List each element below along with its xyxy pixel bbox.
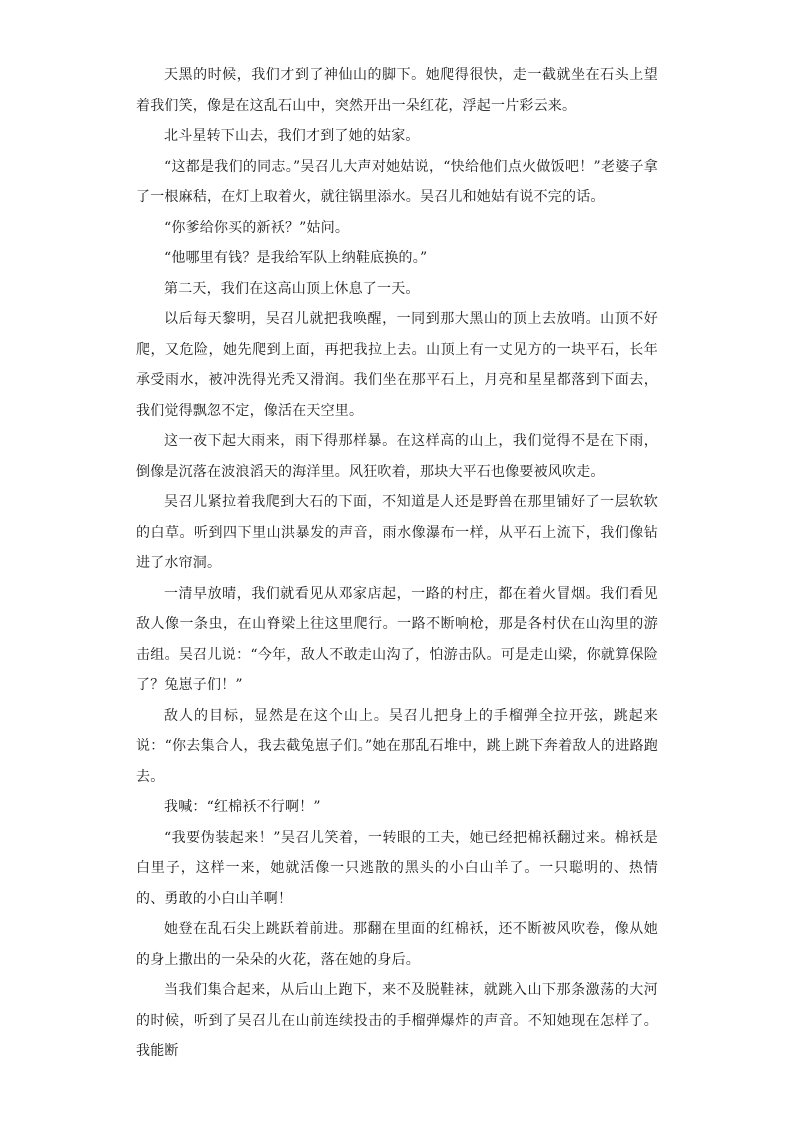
paragraph-9: 吴召儿紧拉着我爬到大石的下面，不知道是人还是野兽在那里铺好了一层软软的白草。听到四下里山洪暴发的声音，雨水像瀑布一样，从平石上流下，我们像钻进了水帘洞。 [136, 494, 658, 571]
paragraph-11: 敌人的目标，显然是在这个山上。吴召儿把身上的手榴弹全拉开弦，跳起来说：“你去集合人，我去截兔崽子们。”她在那乱石堆中，跳上跳下奔着敌人的进路跑去。 [136, 707, 658, 785]
paragraph-1: 天黑的时候，我们才到了神仙山的脚下。她爬得很快，走一截就坐在石头上望着我们笑，像是在这乱石山中，突然开出一朵红花，浮起一片彩云来。 [136, 67, 658, 114]
paragraph-6: 第二天，我们在这高山顶上休息了一天。 [164, 280, 420, 297]
paragraph-8: 这一夜下起大雨来，雨下得那样暴。在这样高的山上，我们觉得不是在下雨，倒像是沉落在波浪滔天的海洋里。风狂吹着，那块大平石也像要被风吹走。 [136, 433, 658, 480]
paragraph-2: 北斗星转下山去，我们才到了她的姑家。 [164, 128, 420, 144]
paragraph-10: 一清早放晴，我们就看见从邓家店起，一路的村庄，都在着火冒烟。我们看见敌人像一条虫，在山脊梁上往这里爬行。一路不断响枪，那是各村伏在山沟里的游击组。吴召儿说：“今年，敌人不敢走山沟了，怕游击队。可是走山梁，你就算保险了？兔崽子们！” [136, 585, 658, 693]
paragraph-12: 我喊：“红棉袄不行啊！” [164, 799, 321, 815]
paragraph-5: “他哪里有钱？是我给军队上纳鞋底换的。” [164, 250, 428, 266]
paragraph-15: 当我们集合起来，从后山上跑下，来不及脱鞋袜，就跳入山下那条激荡的大河的时候，听到了吴召儿在山前连续投击的手榴弹爆炸的声音。不知她现在怎样了。我能断 [136, 982, 658, 1059]
paragraph-3: “这都是我们的同志。”吴召儿大声对她姑说，“快给他们点火做饭吧！”老婆子拿了一根麻秸，在灯上取着火，就往锅里添水。吴召儿和她姑有说不完的话。 [136, 158, 658, 205]
paragraph-7: 以后每天黎明，吴召儿就把我唤醒，一同到那大黑山的顶上去放哨。山顶不好爬，又危险，她先爬到上面，再把我拉上去。山顶上有一丈见方的一块平石，长年承受雨水，被冲洗得光秃又滑润。我们坐在那平石上，月亮和星星都落到下面去，我们觉得飘忽不定，像活在天空里。 [136, 311, 658, 419]
paragraph-13: “我要伪装起来！”吴召儿笑着，一转眼的工夫，她已经把棉袄翻过来。棉袄是白里子，这样一来，她就活像一只逃散的黑头的小白山羊了。一只聪明的、热情的、勇敢的小白山羊啊！ [136, 829, 658, 907]
paragraph-14: 她登在乱石尖上跳跃着前进。那翻在里面的红棉袄，还不断被风吹卷，像从她的身上撒出的一朵朵的火花，落在她的身后。 [136, 921, 658, 968]
document-body [136, 60, 658, 1067]
paragraph-4: “你爹给你买的新袄？”姑问。 [164, 219, 350, 236]
